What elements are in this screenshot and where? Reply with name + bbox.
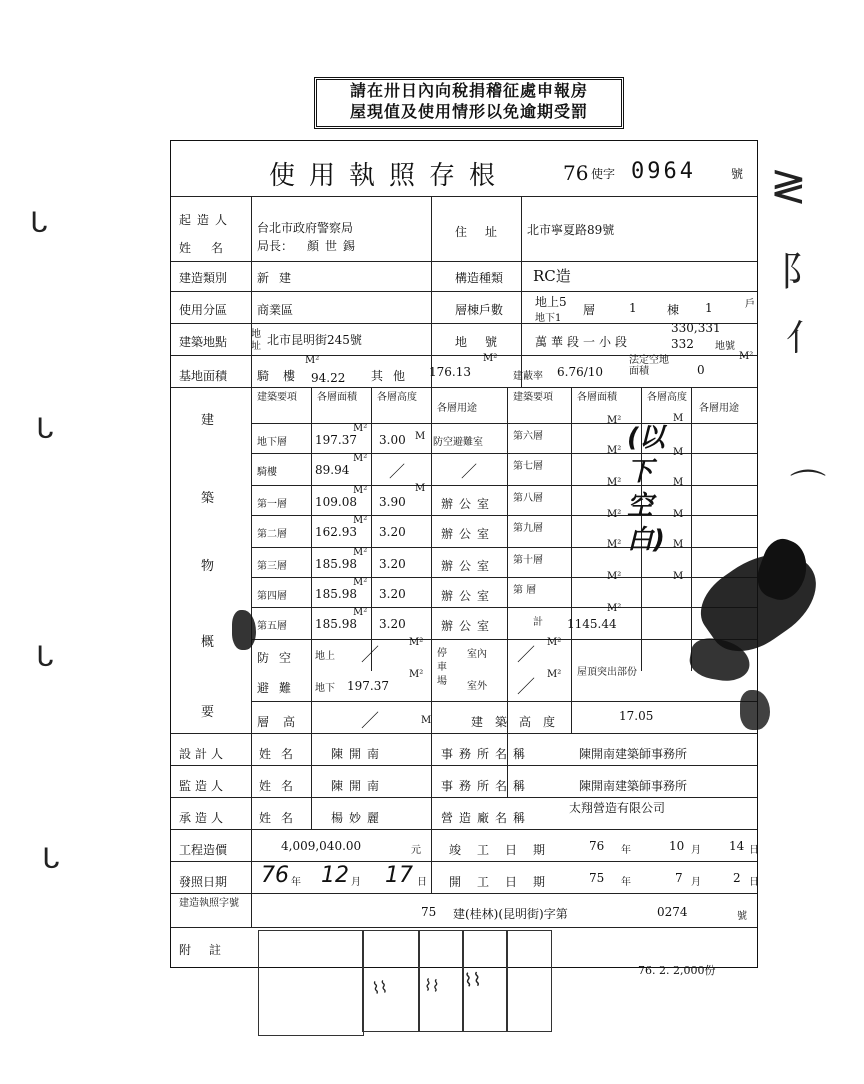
coverage-label: 建蔽率 (513, 371, 543, 382)
cost-label: 工程造價 (179, 843, 228, 857)
floor-height: 3.20 (379, 557, 406, 571)
tax-notice-stamp (314, 77, 624, 129)
supervisor-label: 監造人 (179, 779, 228, 793)
hdr-use-left: 各層用途 (437, 403, 477, 414)
floor-height: 3.20 (379, 525, 406, 539)
floor-use: 辦公室 (441, 559, 496, 573)
floor-name: 第三層 (257, 561, 287, 572)
zoning-value: 商業區 (257, 303, 294, 317)
floor-area: 197.37 (315, 433, 357, 447)
section-label-c: 物 (201, 559, 215, 574)
section-label-a: 建 (201, 413, 215, 428)
issue-year: 76 (261, 863, 289, 888)
margin-hook-2: ᒐ (36, 412, 54, 445)
handwritten-mark-1: ⌇⌇ (370, 977, 389, 998)
floor-use: 辦公室 (441, 527, 496, 541)
lot-label: 地號 (455, 335, 516, 349)
margin-char-4: ⌒ (790, 468, 827, 509)
floor-height: 3.90 (379, 495, 406, 509)
start-year: 75 (589, 871, 605, 885)
completion-month: 10 (669, 839, 685, 853)
floor-name: 第五層 (257, 621, 287, 632)
other-label: 其他 (371, 369, 416, 383)
lot-suffix: 地號 (715, 341, 735, 352)
permit-suffix: 號 (731, 167, 744, 181)
permit-ref-number: 0274 (657, 905, 688, 919)
structure-value: RC造 (533, 267, 571, 285)
unit-unit: 戶 (745, 299, 755, 310)
floor-name: 第四層 (257, 591, 287, 602)
lot-section: 萬華段一小段 (535, 335, 632, 349)
floor-name: 騎樓 (257, 467, 277, 478)
cost-unit: 元 (411, 845, 421, 856)
floor-use: 防空避難室 (433, 437, 483, 448)
lot-numbers-2: 332 (671, 337, 694, 351)
hdr-area-left: 各層面積 (317, 392, 357, 403)
blank-below-note: (以下空白) (627, 423, 665, 555)
hdr-item-right: 建築要項 (513, 392, 553, 403)
floor-name: 第二層 (257, 529, 287, 540)
floor-height: 3.20 (379, 617, 406, 631)
permit-stub-form: 使用執照存根 76 使字 0964 號 起造人 姓名 台北市政府警察局 局長： 顏世錫 住址 北市寧夏路89號 建造類別 新建 構造種類 RC造 使用分區 商業區 層棟戶數 地上5 地下1 層 1 棟 1 戶 建築地點 地址 北市昆明街245號 地號 萬華段一小段 330,331 332 地號 基地面積 騎樓 M² 94.22 其他 176.13 M² 建蔽率 6.76/10 法定空地面積 0 M² 建築要項 各層面積 各層高度 各層用途 建築要項 各層面積 各層高度 各層用途 建 築 物 概 要 地下層 197.37 3.00 防空避難室 騎樓 89.94 ／ ／ 第一層 109.08 3.90 辦公室 第二層 162.93 3.20 辦公室 第三層 185.98 3.20 辦公室 第四層 185.98 3.20 辦公室 第五層 185.98 3.20 辦公室 M² M M² M² M M² M² M² M² 第六層 第七層 第八層 第九層 第十層 第 層 計 1145.44 M² M M² M M² M M² M M² M M² M M² (以下空白) 防空 避難 地上 ／ M² 地下 197.37 M² 停車場 室內 ／ M² 室外 ／ M² 屋頂突出部份 層高 ／ M 建築高度 17.05 設計人 姓名 陳開南 事務所名稱 陳開南建築師事務所 監造人 姓名 陳開南 事務所名稱 陳開南建築師事務所 承造人 姓名 楊妙麗 營造廠名稱 太翔營造有限公司 工程造價 4,009,040.00 元 竣工日期 76 年 10 月 14 日 發照日期 76 年 12 月 17 日 開工日期 75 年 7 月 2 日 建造執照字號 75 建(桂林)(昆明街)字第 0274 號 附註 (170, 140, 758, 968)
designer-office: 陳開南建築師事務所 (579, 747, 688, 761)
margin-hook-3: ᒐ (36, 640, 54, 673)
outdoor-label: 室外 (467, 681, 487, 692)
print-note: 76. 2. 2,000份 (638, 964, 716, 977)
floor-right-total-area: 1145.44 (567, 617, 617, 631)
location-label: 建築地點 (179, 335, 228, 349)
applicant-name: 台北市政府警察局 (257, 221, 354, 235)
contractor-firm: 太翔營造有限公司 (569, 801, 666, 815)
parking-label: 停車場 (437, 648, 447, 687)
margin-hook-4: ᒐ (42, 842, 60, 875)
completion-day: 14 (729, 839, 745, 853)
floor-area: 109.08 (315, 495, 357, 509)
building-type-value: 新建 (257, 271, 302, 285)
designer-office-label: 事務所名稱 (441, 747, 532, 761)
floor-right-1: 第七層 (513, 461, 543, 472)
other-area: 176.13 (429, 365, 471, 379)
site-area-label: 基地面積 (179, 369, 228, 383)
shelter-label-2: 避難 (257, 681, 302, 695)
issue-month: 12 (321, 863, 349, 888)
coverage-value: 6.76/10 (557, 365, 604, 379)
handwritten-mark-3: ⌇⌇ (463, 969, 483, 992)
ceiling-label: 層高 (257, 715, 310, 729)
floor-name: 第一層 (257, 499, 287, 510)
completion-label: 竣工日期 (449, 843, 562, 857)
zoning-label: 使用分區 (179, 303, 228, 317)
floor-right-3: 第九層 (513, 523, 543, 534)
issue-label: 發照日期 (179, 875, 228, 889)
building-height-label: 建築高度 (471, 715, 568, 729)
floor-right-5: 第 層 (513, 585, 537, 596)
shelter-above-value: ／ (361, 645, 379, 666)
permit-ref-text: 建(桂林)(昆明街)字第 (453, 907, 568, 921)
floor-use: ／ (461, 462, 478, 481)
permit-ref-label: 建造執照字號 (179, 898, 239, 909)
supervisor-office-label: 事務所名稱 (441, 779, 532, 793)
contractor-name: 楊妙麗 (331, 811, 386, 825)
ceiling-value: ／ (361, 711, 379, 732)
floor-height: ／ (389, 462, 406, 481)
notice-line-1: 請在卅日內向稅捐稽征處申報房 (349, 81, 588, 100)
floor-area: 89.94 (315, 463, 350, 477)
handwritten-mark-2: ⌇⌇ (423, 975, 441, 996)
cost-value: 4,009,040.00 (281, 839, 362, 853)
form-title: 使用執照存根 (269, 161, 510, 191)
structure-label: 構造種類 (455, 271, 504, 285)
unit-count: 1 (705, 301, 713, 315)
building-height-value: 17.05 (619, 709, 654, 723)
applicant-rep-name: 顏世錫 (307, 239, 362, 253)
floor-use: 辦公室 (441, 497, 496, 511)
building-type-label: 建造類別 (179, 271, 228, 285)
permit-word: 使字 (591, 167, 616, 181)
floor-name: 地下層 (257, 437, 287, 448)
section-label-d: 概 (201, 635, 215, 650)
section-label-e: 要 (201, 705, 215, 720)
floor-right-2: 第八層 (513, 493, 543, 504)
floor-right-4: 第十層 (513, 555, 543, 566)
margin-char-1: ≷ (770, 160, 807, 211)
roof-label: 屋頂突出部份 (577, 667, 637, 678)
shelter-below-value: 197.37 (347, 679, 389, 693)
lot-numbers-1: 330,331 (671, 321, 721, 335)
arcade-area: 94.22 (311, 371, 346, 385)
start-month: 7 (675, 871, 683, 885)
margin-hook-1: ᒐ (30, 206, 48, 239)
completion-year: 76 (589, 839, 605, 853)
hdr-height-left: 各層高度 (377, 392, 417, 403)
hdr-item-left: 建築要項 (257, 392, 297, 403)
floors-above: 地上5 (535, 295, 567, 309)
applicant-rep-label: 局長： (257, 239, 294, 253)
shelter-label-1: 防空 (257, 651, 302, 665)
applicant-label: 起造人 (179, 213, 234, 227)
supervisor-name-label: 姓名 (259, 779, 304, 793)
floors-below: 地下1 (535, 313, 562, 324)
ink-stain-5 (232, 610, 256, 650)
hdr-use-right: 各層用途 (699, 403, 739, 414)
applicant-address: 北市寧夏路89號 (527, 223, 615, 237)
location-prefix: 地址 (251, 329, 261, 352)
outdoor-value: ／ (517, 677, 535, 698)
contractor-name-label: 姓名 (259, 811, 304, 825)
supervisor-office: 陳開南建築師事務所 (579, 779, 688, 793)
permit-year: 76 (563, 161, 589, 185)
floor-use: 辦公室 (441, 619, 496, 633)
permit-number: 0964 (631, 159, 696, 184)
location-address: 北市昆明街245號 (267, 333, 362, 347)
designer-label: 設計人 (179, 747, 228, 761)
applicant-name-label: 姓名 (179, 241, 244, 255)
floor-unit: 層 (583, 303, 596, 317)
building-count: 1 (629, 301, 637, 315)
indoor-value: ／ (517, 645, 535, 666)
floor-area: 185.98 (315, 557, 357, 571)
address-label: 住址 (455, 225, 516, 239)
arcade-label: 騎樓 (257, 369, 310, 383)
hdr-area-right: 各層面積 (577, 392, 617, 403)
supervisor-name: 陳開南 (331, 779, 386, 793)
floors-label: 層棟戶數 (455, 303, 504, 317)
hdr-height-right: 各層高度 (647, 392, 687, 403)
designer-name: 陳開南 (331, 747, 386, 761)
vacant-value: 0 (697, 363, 705, 377)
margin-char-3: 亻 (786, 318, 823, 359)
floor-area: 185.98 (315, 587, 357, 601)
shelter-below-label: 地下 (315, 683, 335, 694)
ink-stain-4 (740, 690, 770, 730)
issue-day: 17 (385, 863, 413, 888)
vacant-label: 法定空地面積 (629, 355, 669, 377)
indoor-label: 室內 (467, 649, 487, 660)
floor-area: 162.93 (315, 525, 357, 539)
permit-ref-suffix: 號 (737, 911, 747, 922)
floor-use: 辦公室 (441, 589, 496, 603)
start-day: 2 (733, 871, 741, 885)
start-label: 開工日期 (449, 875, 562, 889)
notice-line-2: 屋現值及使用情形以免逾期受罰 (349, 102, 588, 121)
attached-slip-5 (506, 930, 552, 1032)
section-label-b: 築 (201, 491, 215, 506)
designer-name-label: 姓名 (259, 747, 304, 761)
margin-char-2: 阝 (780, 249, 820, 295)
shelter-above-label: 地上 (315, 651, 335, 662)
floor-right-0: 第六層 (513, 431, 543, 442)
building-unit: 棟 (667, 303, 680, 317)
permit-ref-year: 75 (421, 905, 437, 919)
contractor-label: 承造人 (179, 811, 228, 825)
floor-height: 3.20 (379, 587, 406, 601)
floor-right-total-label: 計 (533, 617, 543, 628)
floor-area: 185.98 (315, 617, 357, 631)
remarks-label: 附註 (179, 943, 240, 957)
area-unit: M² (483, 353, 498, 364)
contractor-firm-label: 營造廠名稱 (441, 811, 532, 825)
floor-height: 3.00 (379, 433, 406, 447)
attached-slip-1 (258, 930, 364, 1036)
